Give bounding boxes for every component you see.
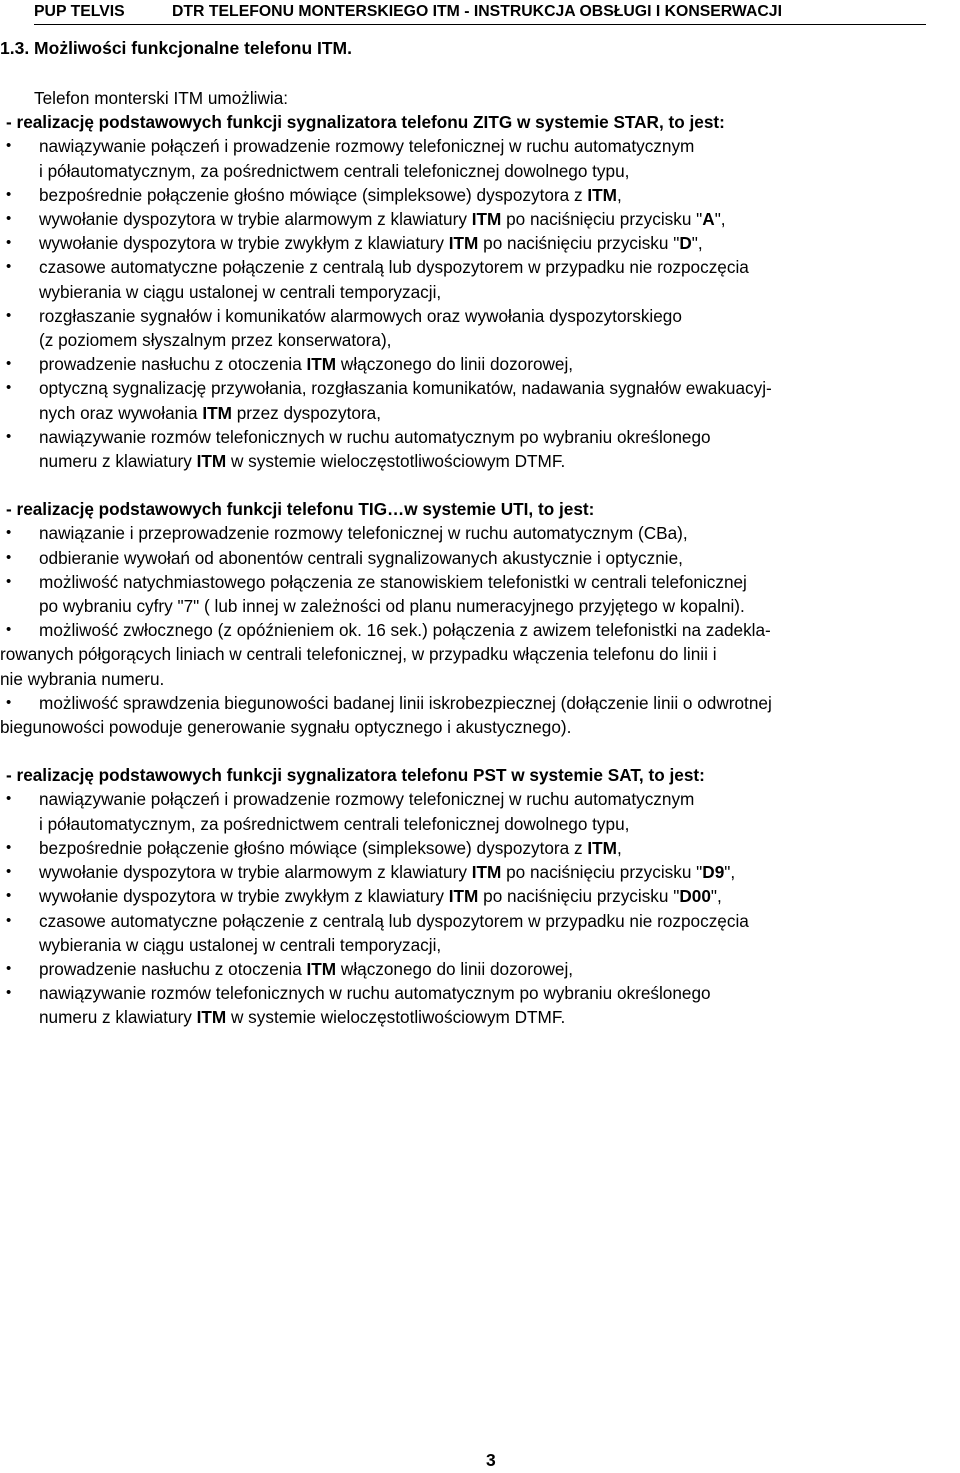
list-item-line: i półautomatycznym, za pośrednictwem centrali telefonicznej dowolnego typu, — [39, 160, 630, 181]
section-gap — [0, 739, 960, 763]
list-item-line: • wywołanie dyspozytora w trybie alarmowym z klawiatury ITM po naciśnięciu przycisku "A", — [39, 209, 726, 230]
list-item — [0, 255, 960, 303]
subsection-heading: - realizację podstawowych funkcji sygnalizatora telefonu ZITG w systemie STAR, to jest: — [6, 112, 725, 133]
list-item — [0, 352, 960, 376]
list-item-line: nych oraz wywołania ITM przez dyspozytora, — [39, 402, 381, 423]
list-item-line: • optyczną sygnalizację przywołania, rozgłaszania komunikatów, nadawania sygnałów ewakuacyj- — [39, 378, 772, 399]
list-item — [0, 207, 960, 231]
subsection-heading: - realizację podstawowych funkcji telefonu TIG…w systemie UTI, to jest: — [6, 499, 595, 520]
list-item-line: • bezpośrednie połączenie głośno mówiące (simpleksowe) dyspozytora z ITM, — [39, 184, 622, 205]
list-item-line: • nawiązywanie rozmów telefonicznych w ruchu automatycznym po wybraniu określonego — [39, 426, 711, 447]
list-item — [0, 134, 960, 182]
list-item-line: • wywołanie dyspozytora w trybie alarmowym z klawiatury ITM po naciśnięciu przycisku "D9", — [39, 862, 736, 883]
list-item — [0, 570, 960, 618]
page-header — [0, 0, 960, 24]
list-item-line: • czasowe automatyczne połączenie z centralą lub dyspozytorem w przypadku nie rozpoczęcia — [39, 910, 749, 931]
list-item-line: numeru z klawiatury ITM w systemie wieloczęstotliwościowym DTMF. — [39, 451, 566, 472]
subsection-heading: - realizację podstawowych funkcji sygnalizatora telefonu PST w systemie SAT, to jest: — [6, 765, 705, 786]
list-item — [0, 546, 960, 570]
feature-list — [0, 134, 960, 473]
document-body — [0, 86, 960, 1030]
header-brand: PUP TELVIS — [34, 3, 125, 20]
list-item-line: • nawiązywanie połączeń i prowadzenie rozmowy telefonicznej w ruchu automatycznym — [39, 136, 695, 157]
page-number: 3 — [486, 1450, 496, 1470]
list-item-line: • możliwość sprawdzenia biegunowości badanej linii iskrobezpiecznej (dołączenie linii o odwrotnej — [39, 692, 772, 713]
list-item-line: • odbieranie wywołań od abonentów centrali sygnalizowanych akustycznie i optycznie, — [39, 547, 683, 568]
feature-list — [0, 787, 960, 1029]
list-item-line: numeru z klawiatury ITM w systemie wieloczęstotliwościowym DTMF. — [39, 1007, 566, 1028]
list-item-line: • możliwość zwłocznego (z opóźnieniem ok. 16 sek.) połączenia z awizem telefonistki na zadekla- — [39, 620, 771, 641]
list-item — [0, 860, 960, 884]
section-title: 1.3. Możliwości funkcjonalne telefonu ITM. — [0, 38, 352, 58]
list-item-line: • nawiązywanie rozmów telefonicznych w ruchu automatycznym po wybraniu określonego — [39, 983, 711, 1004]
list-item — [0, 618, 960, 691]
list-item-line: wybierania w ciągu ustalonej w centrali temporyzacji, — [39, 934, 442, 955]
list-item — [0, 376, 960, 424]
list-item — [0, 521, 960, 545]
list-item-line: • wywołanie dyspozytora w trybie zwykłym z klawiatury ITM po naciśnięciu przycisku "D00", — [39, 886, 722, 907]
list-item-line: • czasowe automatyczne połączenie z centralą lub dyspozytorem w przypadku nie rozpoczęcia — [39, 257, 749, 278]
list-item-line: rowanych półgorących liniach w centrali telefonicznej, w przypadku włączenia telefonu do linii i — [0, 644, 717, 665]
list-item-line: • nawiązanie i przeprowadzenie rozmowy telefonicznej w ruchu automatycznym (CBa), — [39, 523, 688, 544]
header-title: DTR TELEFONU MONTERSKIEGO ITM - INSTRUKCJA OBSŁUGI I KONSERWACJI — [172, 3, 782, 20]
header-rule — [34, 24, 926, 25]
list-item-line: • prowadzenie nasłuchu z otoczenia ITM włączonego do linii dozorowej, — [39, 958, 574, 979]
list-item-line: • nawiązywanie połączeń i prowadzenie rozmowy telefonicznej w ruchu automatycznym — [39, 789, 695, 810]
list-item — [0, 183, 960, 207]
list-item-line: • rozgłaszanie sygnałów i komunikatów alarmowych oraz wywołania dyspozytorskiego — [39, 305, 682, 326]
list-item — [0, 787, 960, 835]
list-item-line: • bezpośrednie połączenie głośno mówiące (simpleksowe) dyspozytora z ITM, — [39, 837, 622, 858]
list-item-line: wybierania w ciągu ustalonej w centrali temporyzacji, — [39, 281, 442, 302]
list-item-line: • możliwość natychmiastowego połączenia ze stanowiskiem telefonistki w centrali telefonicznej — [39, 571, 747, 592]
intro-text: Telefon monterski ITM umożliwia: — [34, 88, 289, 108]
feature-list — [0, 521, 960, 739]
list-item-line: po wybraniu cyfry "7" ( lub innej w zależności od planu numeracyjnego przyjętego w kopalni). — [39, 596, 745, 617]
list-item — [0, 957, 960, 981]
list-item — [0, 691, 960, 739]
list-item — [0, 909, 960, 957]
list-item-line: • prowadzenie nasłuchu z otoczenia ITM włączonego do linii dozorowej, — [39, 354, 574, 375]
section-gap — [0, 473, 960, 497]
list-item-line: biegunowości powoduje generowanie sygnału optycznego i akustycznego). — [0, 717, 572, 738]
list-item-line: nie wybrania numeru. — [0, 668, 165, 689]
list-item — [0, 304, 960, 352]
list-item-line: i półautomatycznym, za pośrednictwem centrali telefonicznej dowolnego typu, — [39, 813, 630, 834]
list-item — [0, 836, 960, 860]
list-item-line: • wywołanie dyspozytora w trybie zwykłym z klawiatury ITM po naciśnięciu przycisku "D", — [39, 233, 703, 254]
list-item — [0, 425, 960, 473]
list-item — [0, 231, 960, 255]
list-item — [0, 884, 960, 908]
feature-sections — [0, 110, 960, 1029]
list-item-line: (z poziomem słyszalnym przez konserwatora), — [39, 330, 392, 351]
list-item — [0, 981, 960, 1029]
